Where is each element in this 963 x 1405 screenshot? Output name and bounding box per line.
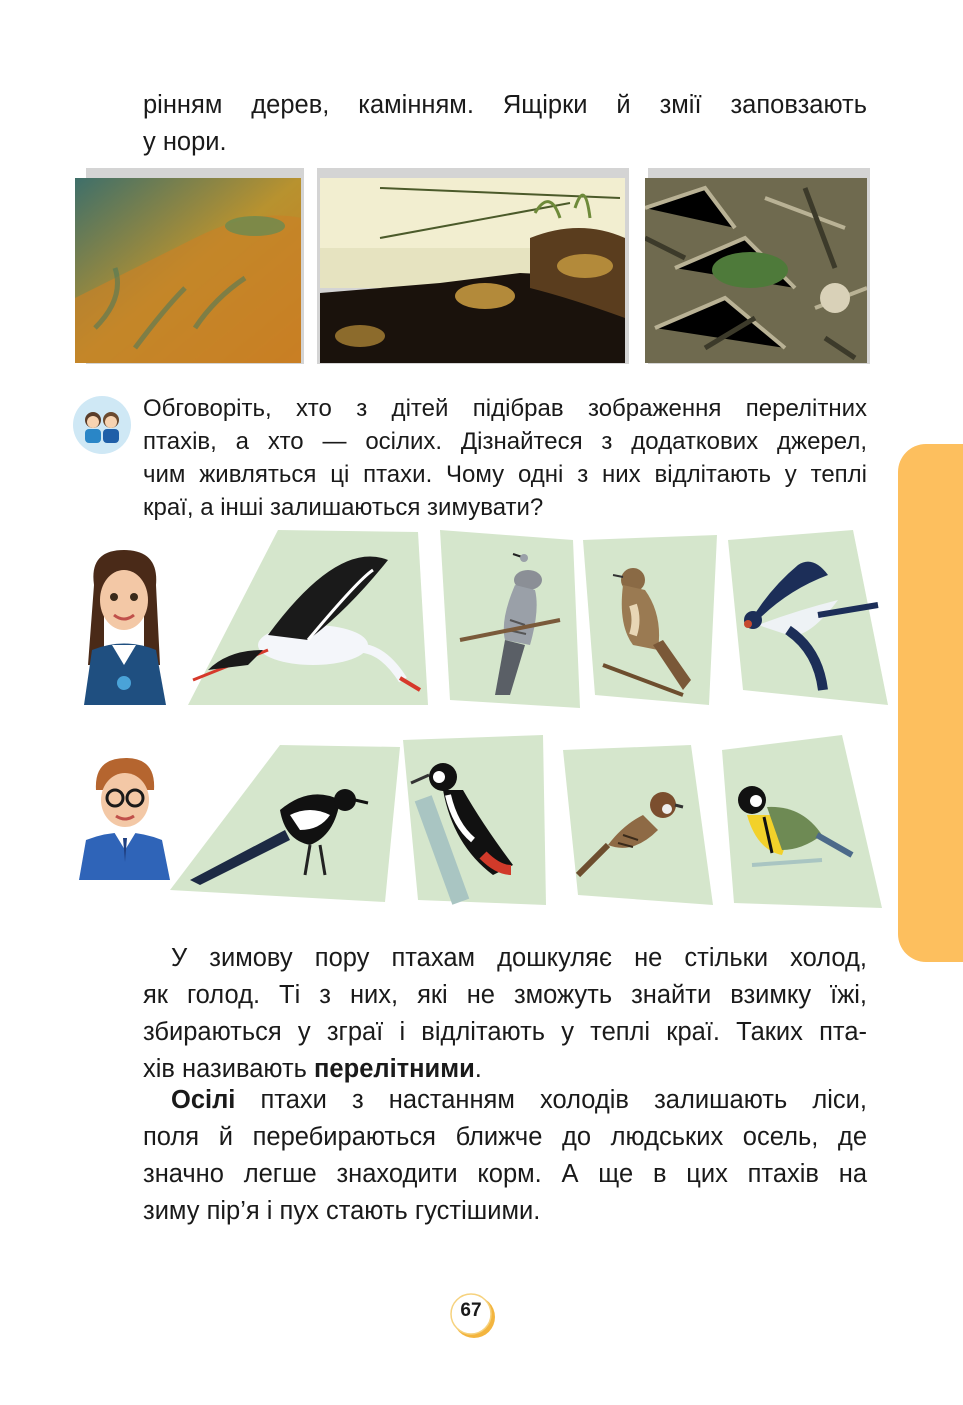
text-line: краї, а інші залишаються зимувати? — [143, 494, 544, 521]
tit-card — [722, 735, 882, 908]
resident-paragraph — [143, 1082, 867, 1230]
text-line: Обговоріть, хто з дітей підібрав зображення перелітних — [143, 395, 867, 422]
text-line: рінням дерев, камінням. Ящірки й змії заповзають — [143, 91, 867, 119]
discuss-pair-icon — [73, 396, 131, 454]
migratory-paragraph — [143, 940, 867, 1088]
stork-card — [188, 530, 428, 705]
text-line: Осілі птахи з настанням холодів залишають ліси, — [171, 1086, 867, 1114]
frog-in-leaves-photo — [642, 168, 870, 366]
text-line: хів називають перелітними. — [143, 1055, 482, 1083]
underwater-frogs-photo — [72, 168, 304, 366]
magpie-card — [170, 745, 400, 902]
text-line: чим живляться ці птахи. Чому одні з них відлітають у теплі — [143, 461, 867, 488]
text-line: у нори. — [143, 128, 227, 156]
cuckoo-card — [440, 530, 580, 708]
frogs-burrow-photo — [317, 168, 629, 366]
term-resident: Осілі — [171, 1086, 236, 1114]
page-number-badge — [447, 1290, 497, 1340]
text-line: У зимову пору птахам дошкуляє не стільки холод, — [171, 944, 867, 972]
chapter-side-tab — [898, 444, 963, 962]
text-line: зиму пір’я і пух стають густішими. — [143, 1197, 541, 1225]
page-number: 67 — [460, 1300, 482, 1321]
sparrow-card — [563, 745, 713, 905]
text-line: як голод. Ті з них, які не зможуть знайти взимку їжі, — [143, 981, 867, 1009]
girl-avatar — [74, 545, 174, 705]
nightingale-card — [583, 535, 723, 705]
swallow-card — [728, 530, 888, 705]
text-line: значно легше знаходити корм. А ще в цих птахів на — [143, 1160, 867, 1188]
woodpecker-card — [403, 735, 548, 905]
text-line: птахів, а хто — осілих. Дізнайтеся з додаткових джерел, — [143, 428, 867, 455]
term-migratory: перелітними — [314, 1055, 475, 1083]
boy-avatar — [74, 750, 174, 880]
text-line: збираються у зграї і відлітають у теплі краї. Таких пта- — [143, 1018, 867, 1046]
text-line: поля й перебираються ближче до людських осель, де — [143, 1123, 867, 1151]
top-paragraph — [143, 87, 867, 161]
task-paragraph — [143, 392, 867, 524]
